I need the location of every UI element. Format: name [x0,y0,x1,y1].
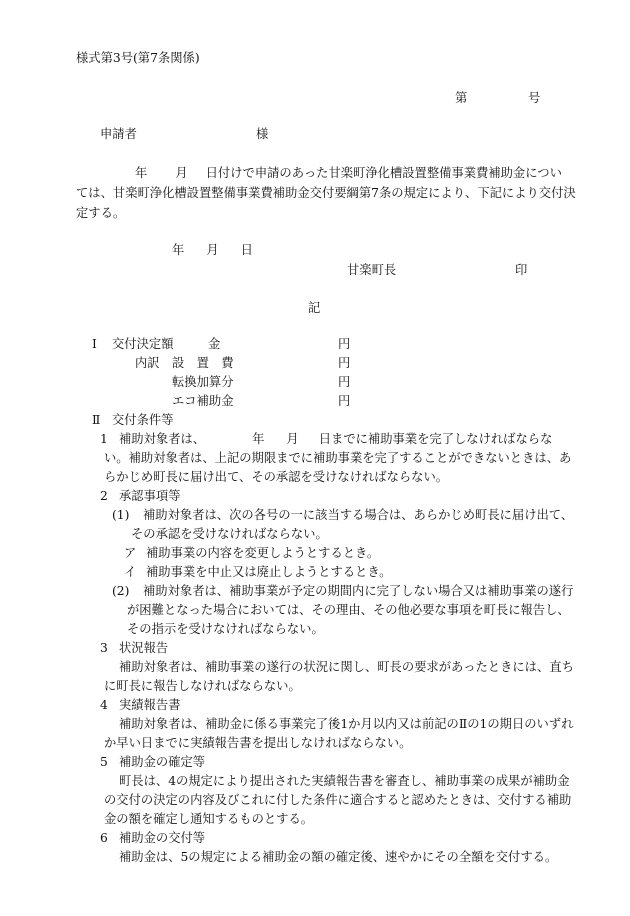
condition-4-line-2: か早い日までに実績報告書を提出しなければならない。 [104,736,412,750]
condition-1-number: 1 [100,432,108,446]
section-1-title: 交付決定額 [112,337,174,351]
condition-5-line-2: の交付の決定の内容及びこれに付した条件に適合すると認めたときは、交付する補助 [104,793,572,807]
condition-1-line-2: い。補助対象者は、上記の期限までに補助事業を完了することができないときは、あ [104,451,572,465]
condition-4-line-1: 補助対象者は、補助金に係る事業完了後1か月以内又は前記のⅡの1の期日のいずれ [119,717,574,731]
condition-4-title: 実績報告書 [119,698,181,712]
breakdown-item-1-label: 設 置 費 [172,356,234,370]
condition-2-sub-1-line-1: 補助対象者は、次の各号の一に該当する場合は、あらかじめ町長に届け出て、 [143,508,574,522]
condition-2-item-a-number: ア [124,546,137,560]
intro-year: 年 [135,166,148,180]
condition-6-title: 補助金の交付等 [119,831,206,845]
condition-4-number: 4 [100,698,108,712]
condition-2-item-i-number: イ [124,565,137,579]
condition-2-item-i-text: 補助事業を中止又は廃止しようとするとき。 [146,565,392,579]
condition-6-number: 6 [100,831,108,845]
date-year: 年 [172,243,185,257]
condition-2-sub-2-line-1: 補助対象者は、補助事業が予定の期間内に完了しない場合又は補助事業の遂行 [143,584,574,598]
ki-heading: 記 [308,301,321,315]
section-2-numeral: Ⅱ [92,413,101,427]
intro-line-1 [135,166,562,181]
intro-month: 月 [175,166,188,180]
condition-1-month: 月 [286,432,299,446]
breakdown-item-3-label: エコ補助金 [172,394,234,408]
applicant-honorific: 様 [256,127,269,141]
condition-3-line-2: に町長に報告しなければならない。 [104,679,301,693]
breakdown-item-2-label: 転換加算分 [172,375,234,389]
issuer-name: 甘楽町長 [347,263,397,277]
condition-1-tail: 日までに補助事業を完了しなければならな [318,432,553,446]
condition-6-line-1: 補助金は、5の規定による補助金の額の確定後、速やかにその全額を交付する。 [119,850,558,864]
condition-2-item-a-text: 補助事業の内容を変更しようとするとき。 [146,546,380,560]
applicant-label: 申請者 [100,127,137,141]
doc-number-dai: 第 [455,91,468,105]
condition-2-number: 2 [100,489,108,503]
date-month: 月 [206,243,219,257]
date-day: 日 [240,243,253,257]
condition-3-title: 状況報告 [119,641,169,655]
breakdown-label: 内訳 [135,356,160,370]
condition-2-sub-1-number: (1) [112,508,130,522]
condition-2-title: 承認事項等 [119,489,181,503]
condition-5-number: 5 [100,755,108,769]
condition-1-line-3: らかじめ町長に届け出て、その承認を受けなければならない。 [104,470,449,484]
condition-2-sub-2-line-3: その指示を受けなければならない。 [127,622,324,636]
breakdown-item-2-yen: 円 [338,375,351,389]
condition-3-line-1: 補助対象者は、補助事業の遂行の状況に関し、町長の要求があったときには、直ち [119,660,574,674]
condition-5-line-1: 町長は、4の規定により提出された実績報告書を審査し、補助事業の成果が補助金 [119,774,570,788]
condition-2-sub-1-line-2: その承認を受けなければならない。 [131,527,328,541]
intro-line-2: ては、甘楽町浄化槽設置整備事業費補助金交付要綱第7条の規定により、下記により交付決 [76,186,576,200]
section-2-title: 交付条件等 [112,413,174,427]
decision-date [172,243,253,258]
section-1-kin: 金 [208,337,221,351]
condition-1-head: 補助対象者は、 [119,432,206,446]
condition-1-year: 年 [252,432,265,446]
seal-mark: 印 [515,263,528,277]
form-number: 様式第3号(第7条関係) [76,51,200,65]
condition-1-line-1 [119,432,552,447]
breakdown-item-1-yen: 円 [338,356,351,370]
condition-2-sub-2-number: (2) [112,584,130,598]
condition-5-line-3: 金の額を確定し通知するものとする。 [104,812,314,826]
condition-5-title: 補助金の確定等 [119,755,206,769]
section-1-numeral: Ⅰ [92,337,97,351]
breakdown-item-3-yen: 円 [338,394,351,408]
intro-line-1-tail: 日付けで申請のあった甘楽町浄化槽設置整備事業費補助金につい [205,166,562,180]
intro-line-3: 定する。 [76,206,126,220]
condition-2-sub-2-line-2: が困難となった場合においては、その理由、その他必要な事項を町長に報告し、 [127,603,570,617]
section-1-yen-total: 円 [338,337,351,351]
condition-3-number: 3 [100,641,108,655]
doc-number-go: 号 [528,91,541,105]
